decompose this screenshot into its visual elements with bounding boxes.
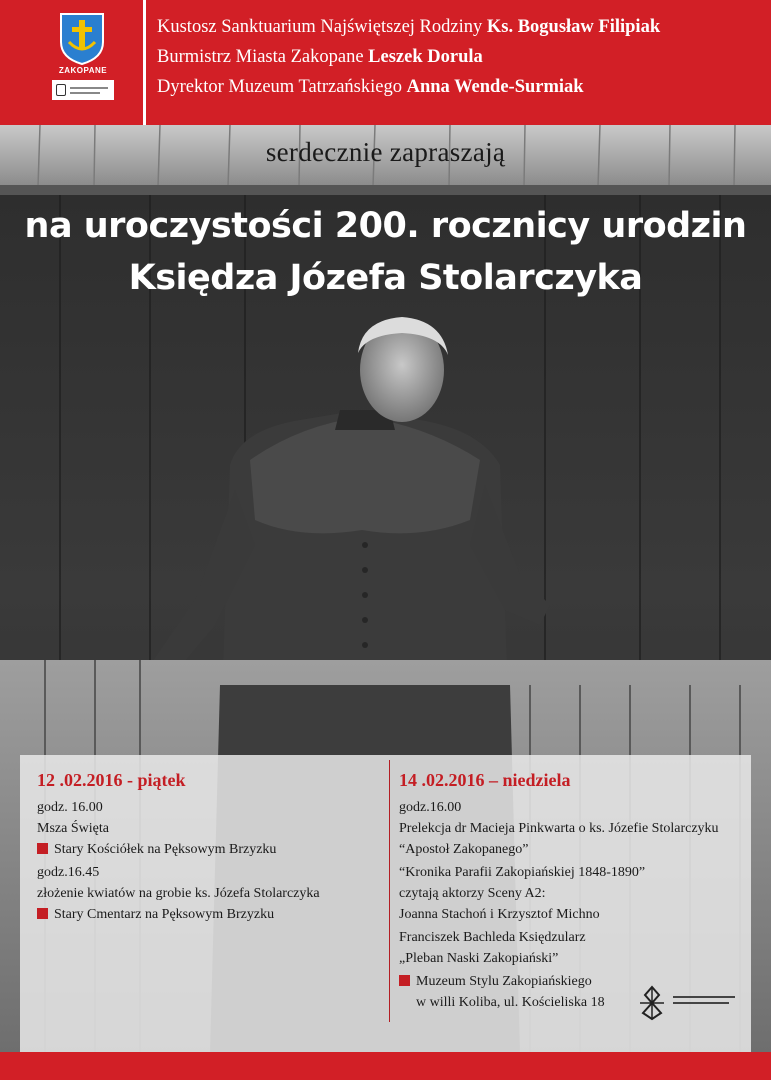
sunday-place-address: w willi Koliba, ul. Kościeliska 18 xyxy=(416,995,605,1010)
sunday-place-text: Muzeum Stylu Zakopiańskiego xyxy=(416,974,592,989)
friday-time-2: godz.16.45 xyxy=(37,865,100,880)
organizer-credits xyxy=(157,12,660,102)
friday-place-1 xyxy=(37,839,382,860)
credit-role: Dyrektor Muzeum Tatrzańskiego xyxy=(157,77,407,97)
friday-date: 12 .02.2016 - piątek xyxy=(37,770,186,790)
friday-place-1-text: Stary Kościółek na Pęksowym Brzyzku xyxy=(54,842,277,857)
invite-text: serdecznie zapraszają xyxy=(265,137,506,167)
event-title-line2: Księdza Józefa Stolarczyka xyxy=(128,258,643,298)
sunday-event-2-actors: Joanna Stachoń i Krzysztof Michno xyxy=(399,907,600,922)
credit-name: Anna Wende-Surmiak xyxy=(406,77,584,97)
sunday-event-2-detail: czytają aktorzy Sceny A2: xyxy=(399,886,546,901)
sunday-place xyxy=(399,971,771,992)
schedule-divider xyxy=(389,760,390,1022)
credit-name: Leszek Dorula xyxy=(368,47,483,67)
credit-row xyxy=(157,42,660,72)
friday-place-2 xyxy=(37,904,382,925)
credit-name: Ks. Bogusław Filipiak xyxy=(486,17,661,37)
schedule-sunday xyxy=(399,767,771,1013)
friday-event-1: Msza Święta xyxy=(37,821,109,836)
badge-line xyxy=(70,87,108,89)
header-band xyxy=(0,0,771,125)
red-square-bullet-icon xyxy=(37,843,48,854)
wordmark-line xyxy=(673,996,735,998)
tatra-museum-logo-icon xyxy=(637,985,667,1021)
museum-mini-icon xyxy=(56,84,66,96)
friday-place-2-text: Stary Cmentarz na Pęksowym Brzyzku xyxy=(54,907,275,922)
friday-time-1: godz. 16.00 xyxy=(37,800,103,815)
tatra-museum-wordmark xyxy=(673,996,743,1008)
credit-row xyxy=(157,72,660,102)
sunday-event-3-title: „Pleban Naski Zakopiański” xyxy=(399,951,559,966)
sunday-event-3: Franciszek Bachleda Księdzularz xyxy=(399,930,586,945)
wordmark-line xyxy=(673,1002,729,1004)
sunday-date: 14 .02.2016 – niedziela xyxy=(399,770,571,790)
badge-line xyxy=(70,92,100,94)
schedule-friday xyxy=(37,767,382,925)
header-divider xyxy=(143,0,146,125)
sunday-event-1-subtitle: “Apostoł Zakopanego” xyxy=(399,842,529,857)
credit-role: Kustosz Sanktuarium Najświętszej Rodziny xyxy=(157,17,487,37)
museum-badge-logo xyxy=(52,80,114,100)
sunday-event-2: “Kronika Parafii Zakopiańskiej 1848-1890” xyxy=(399,865,646,880)
event-title xyxy=(0,200,771,304)
red-square-bullet-icon xyxy=(37,908,48,919)
friday-event-2: złożenie kwiatów na grobie ks. Józefa Stolarczyka xyxy=(37,886,320,901)
credit-role: Burmistrz Miasta Zakopane xyxy=(157,47,369,67)
event-title-line1: na uroczystości 200. rocznicy urodzin xyxy=(24,206,747,246)
sunday-event-1: Prelekcja dr Macieja Pinkwarta o ks. Józefie Stolarczyku xyxy=(399,821,719,836)
red-square-bullet-icon xyxy=(399,975,410,986)
sunday-time-1: godz.16.00 xyxy=(399,800,462,815)
zakopane-coat-of-arms-icon xyxy=(59,12,105,66)
footer-band xyxy=(0,1052,771,1080)
credit-row xyxy=(157,12,660,42)
city-label: ZAKOPANE xyxy=(58,66,108,75)
